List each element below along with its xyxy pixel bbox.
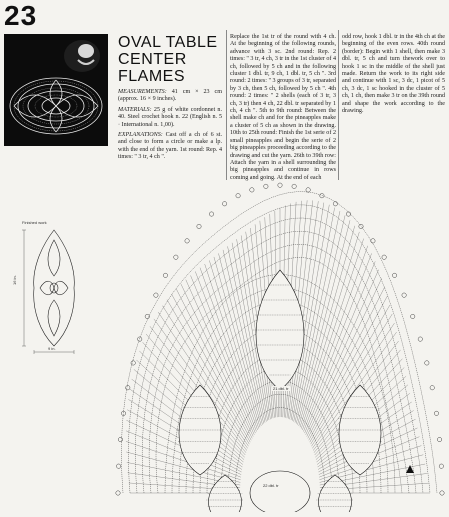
instructions-text: odd row, hook 1 dbl. tr in the 4th ch at the beginning of the even rows. 40th round (border): Begin with 1 shell, then make 3 dbl. tr, 5 ch and turn thework over to hook 1 sc in the middle of the shell just made. Return the work to its right side and continue with 1 sc, 3 dc, 1 picot of 5 ch, 3 dc, 1 sc hooked in the cluster of 5 ch, 1 ch, then make 3 tr on the 39th round and shape the work according to the drawing. <box>342 34 445 115</box>
explanations-label: EXPLANATIONS: <box>118 132 163 139</box>
instructions-text: Replace the 1st tr of the round with 4 ch. At the beginning of the following rounds, advance with 3 sc. 2nd round: Rep. 2 times: " 3 tr, 4 ch, 3 tr in the 1st cluster of 4 ch, followed by 5 ch and in the following cluster 1 dbl. tr, 9 ch, 1 dbl. tr, 5 ch ". 3rd round: 2 times: " 3 groups of 3 tr, separated by 3 ch, then 5 ch, followed by 5 ch ". 4th round: 2 times: " 2 shells (each of 3 tr, 3 ch, 3 tr) then 4 ch, 22 dbl. tr separated by 1 ch, 4 ch ". 5th to 9th round: Between the shell make ch and for the pineapples make a cluster of 5 ch as shown in the drawing. 10th to 25th round: Finish the 1st serie of 2 small pineapples and begin the serie of 2 big pineapples proceeding according to the drawing and cut the yarn. 26th to 39th row: Attach the yarn in a shell surrounding the big pineapples and continue in rows coming and going. At the end of each <box>230 34 336 181</box>
materials-text: 25 g of white cordonnet n. 40. Steel crochet hook n. 22 (English n. 5 · International n. 1,00). <box>118 106 222 128</box>
pattern-title <box>118 34 222 85</box>
materials-paragraph <box>118 107 222 129</box>
measurements-paragraph <box>118 89 222 104</box>
pattern-intro <box>118 34 222 165</box>
instructions-column-right <box>342 34 445 115</box>
dbl-tr-count-label: 21 dbl. tr <box>273 386 289 391</box>
measurements-label: MEASUREMENTS: <box>118 89 167 95</box>
finished-work-schematic <box>18 218 98 358</box>
width-dimension-label: 9 in. <box>48 346 56 351</box>
schematic-caption: Finished work <box>22 220 47 225</box>
title-line: FLAMES <box>118 68 186 85</box>
crochet-chart-diagram <box>110 175 449 512</box>
instructions-column-middle <box>230 34 336 182</box>
height-dimension-label: 16 in. <box>12 275 17 285</box>
explanations-paragraph <box>118 132 222 162</box>
title-line: CENTER <box>118 51 187 68</box>
measurements-text: 41 cm × 23 cm (approx. 16 × 9 inches). <box>118 89 222 103</box>
title-line: OVAL TABLE <box>118 34 218 51</box>
page-number: 23 <box>4 0 38 31</box>
doily-photo <box>4 34 108 146</box>
column-divider <box>226 30 227 180</box>
column-divider <box>338 30 339 180</box>
explanations-text: Cast off a ch of 6 st. and close to form a circle or make a lp. with the end of the yarn. 1st round: Rep. 4 times: " 3 tr, 4 ch ". <box>118 132 222 161</box>
dbl-tr-count-label: 22 dbl. tr <box>263 483 279 488</box>
materials-label: MATERIALS: <box>118 106 152 113</box>
